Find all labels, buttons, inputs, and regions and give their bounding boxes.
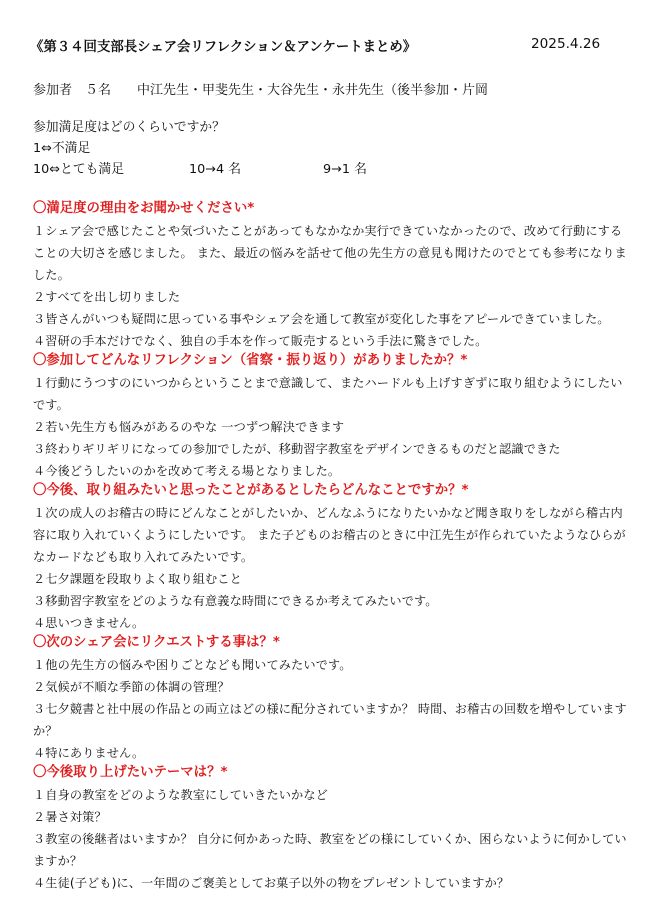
section-heading: 〇次のシェア会にリクエストする事は？* (33, 635, 280, 650)
section-answer: １行動にうつすのにいつからということまで意識して、またハードルも上げすぎずに取り組むようにしたいです。 (33, 376, 623, 412)
section-heading: 〇今後取り上げたいテーマは？* (33, 765, 228, 780)
document-title: 《第３４回支部長シェア会リフレクション＆アンケートまとめ》 (30, 40, 417, 55)
section-answer: ３七夕競書と社中展の作品との両立はどの様に配分されていますか？ 時間、お稽古の回数を増やしていますか？ (33, 702, 627, 738)
section-answer: １次の成人のお稽古の時にどんなことがしたいか、どんなふうになりたいかなど聞き取りをしながら稽古内容に取り入れていくようにしたいです。 また子どものお稽古のときに中江先生が作られていたようなひらがなカードなども取り入れてみたいです。 (33, 506, 626, 564)
survey-sections (33, 200, 633, 894)
section-answer: ４生徒(子ども)に、一年間のご褒美としてお菓子以外の物をプレゼントしていますか？ (33, 876, 510, 890)
participants-line (33, 79, 488, 98)
section-answer: １他の先生方の悩みや困りごとなども聞いてみたいです。 (33, 658, 352, 672)
section-answer: ２暑さ対策？ (33, 810, 107, 824)
participants-label: 参加者 ５名 (33, 83, 112, 98)
section-answer: ２七夕課題を段取りよく取り組むこと (33, 572, 242, 586)
section-answer: ４特にありません。 (33, 746, 145, 760)
satisfaction-result-9: 9→1 名 (323, 162, 367, 177)
section-answer: ３終わりギリギリになっての参加でしたが、移動習字教室をデザインできるものだと認識できた (33, 442, 561, 456)
section-answer: １シェア会で感じたことや気づいたことがあってもなかなか実行できていなかったので、改めて行動にすることの大切さを感じました。 また、最近の悩みを話せて他の先生方の意見も聞けたのでとても参考になりました。 (33, 224, 627, 282)
satisfaction-question: 参加満足度はどのくらいですか？ (33, 120, 225, 135)
section-answer: ２すべてを出し切りました (33, 290, 181, 304)
section-answer: １自身の教室をどのような教室にしていきたいかなど (33, 788, 328, 802)
header (30, 36, 610, 54)
section-heading: 〇今後、取り組みたいと思ったことがあるとしたらどんなことですか？* (33, 483, 469, 498)
section-answer: ４思いつきません。 (33, 616, 145, 630)
section-answer: ３移動習字教室をどのような有意義な時間にできるか考えてみたいです。 (33, 594, 438, 608)
satisfaction-block (33, 117, 367, 180)
document-date: 2025.4.26 (531, 36, 601, 52)
satisfaction-scale-high: 10⇔とても満足 (33, 162, 124, 177)
participants-names: 中江先生・甲斐先生・大谷先生・永井先生（後半参加・片岡 (137, 83, 489, 98)
section-answer: ２若い先生方も悩みがあるのやな 一つずつ解決できます (33, 420, 345, 434)
section-answer: ３教室の後継者はいますか？ 自分に何かあった時、教室をどの様にしていくか、困らないように何かしていますか？ (33, 832, 627, 868)
section-answer: ４習研の手本だけでなく、独自の手本を作って販売するという手法に驚きでした。 (33, 334, 488, 348)
satisfaction-results (33, 159, 367, 180)
section-heading: 〇満足度の理由をお聞かせください* (33, 201, 255, 216)
satisfaction-scale-low: 1⇔不満足 (33, 141, 91, 156)
section-answer: ３皆さんがいつも疑問に思っている事やシェア会を通して教室が変化した事をアピールできていました。 (33, 312, 610, 326)
satisfaction-result-10: 10→4 名 (189, 162, 242, 177)
section-heading: 〇参加してどんなリフレクション（省察・振り返り）がありましたか？* (33, 353, 468, 368)
section-answer: ４今後どうしたいのかを改めて考える場となりました。 (33, 464, 341, 478)
section-answer: ２気候が不順な季節の体調の管理？ (33, 680, 230, 694)
